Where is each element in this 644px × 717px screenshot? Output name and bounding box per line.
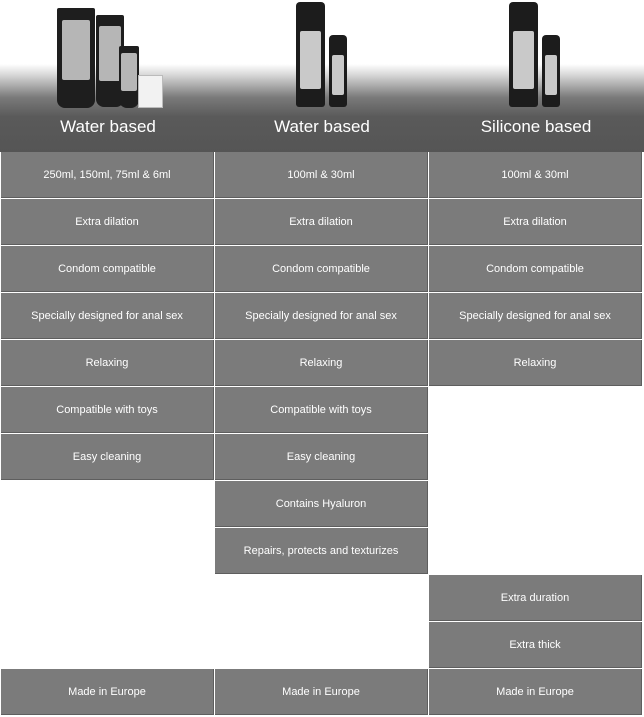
origin-cell: Made in Europe [215, 669, 428, 715]
feature-cell: Easy cleaning [1, 434, 214, 480]
size-cell: 250ml, 150ml, 75ml & 6ml [1, 152, 214, 198]
feature-cell: Compatible with toys [1, 387, 214, 433]
size-cell: 100ml & 30ml [429, 152, 642, 198]
tube-75-image [119, 46, 139, 108]
feature-cell: Extra dilation [429, 199, 642, 245]
origin-cell: Made in Europe [429, 669, 642, 715]
bottle-100-image [296, 2, 325, 107]
column-title: Water based [60, 117, 156, 136]
feature-cell: Condom compatible [215, 246, 428, 292]
feature-cell: Extra dilation [215, 199, 428, 245]
feature-cell: Extra duration [429, 575, 642, 621]
feature-cell: Specially designed for anal sex [1, 293, 214, 339]
size-cell: 100ml & 30ml [215, 152, 428, 198]
feature-cell: Compatible with toys [215, 387, 428, 433]
silicone-bottle-100-image [509, 2, 538, 107]
tube-250-image [57, 8, 95, 108]
feature-cell: Specially designed for anal sex [429, 293, 642, 339]
sachet-6-image [138, 75, 163, 108]
origin-cell: Made in Europe [1, 669, 214, 715]
feature-cell: Extra thick [429, 622, 642, 668]
feature-cell: Condom compatible [429, 246, 642, 292]
feature-cell: Relaxing [1, 340, 214, 386]
feature-cell: Specially designed for anal sex [215, 293, 428, 339]
feature-cell: Relaxing [215, 340, 428, 386]
silicone-bottle-30-image [542, 35, 560, 107]
bottle-30-image [329, 35, 347, 107]
feature-cell: Easy cleaning [215, 434, 428, 480]
feature-cell: Contains Hyaluron [215, 481, 428, 527]
feature-cell: Condom compatible [1, 246, 214, 292]
column-title: Silicone based [480, 117, 592, 136]
column-title: Water based [274, 117, 370, 136]
feature-cell: Relaxing [429, 340, 642, 386]
feature-cell: Repairs, protects and texturizes [215, 528, 428, 574]
feature-cell: Extra dilation [1, 199, 214, 245]
